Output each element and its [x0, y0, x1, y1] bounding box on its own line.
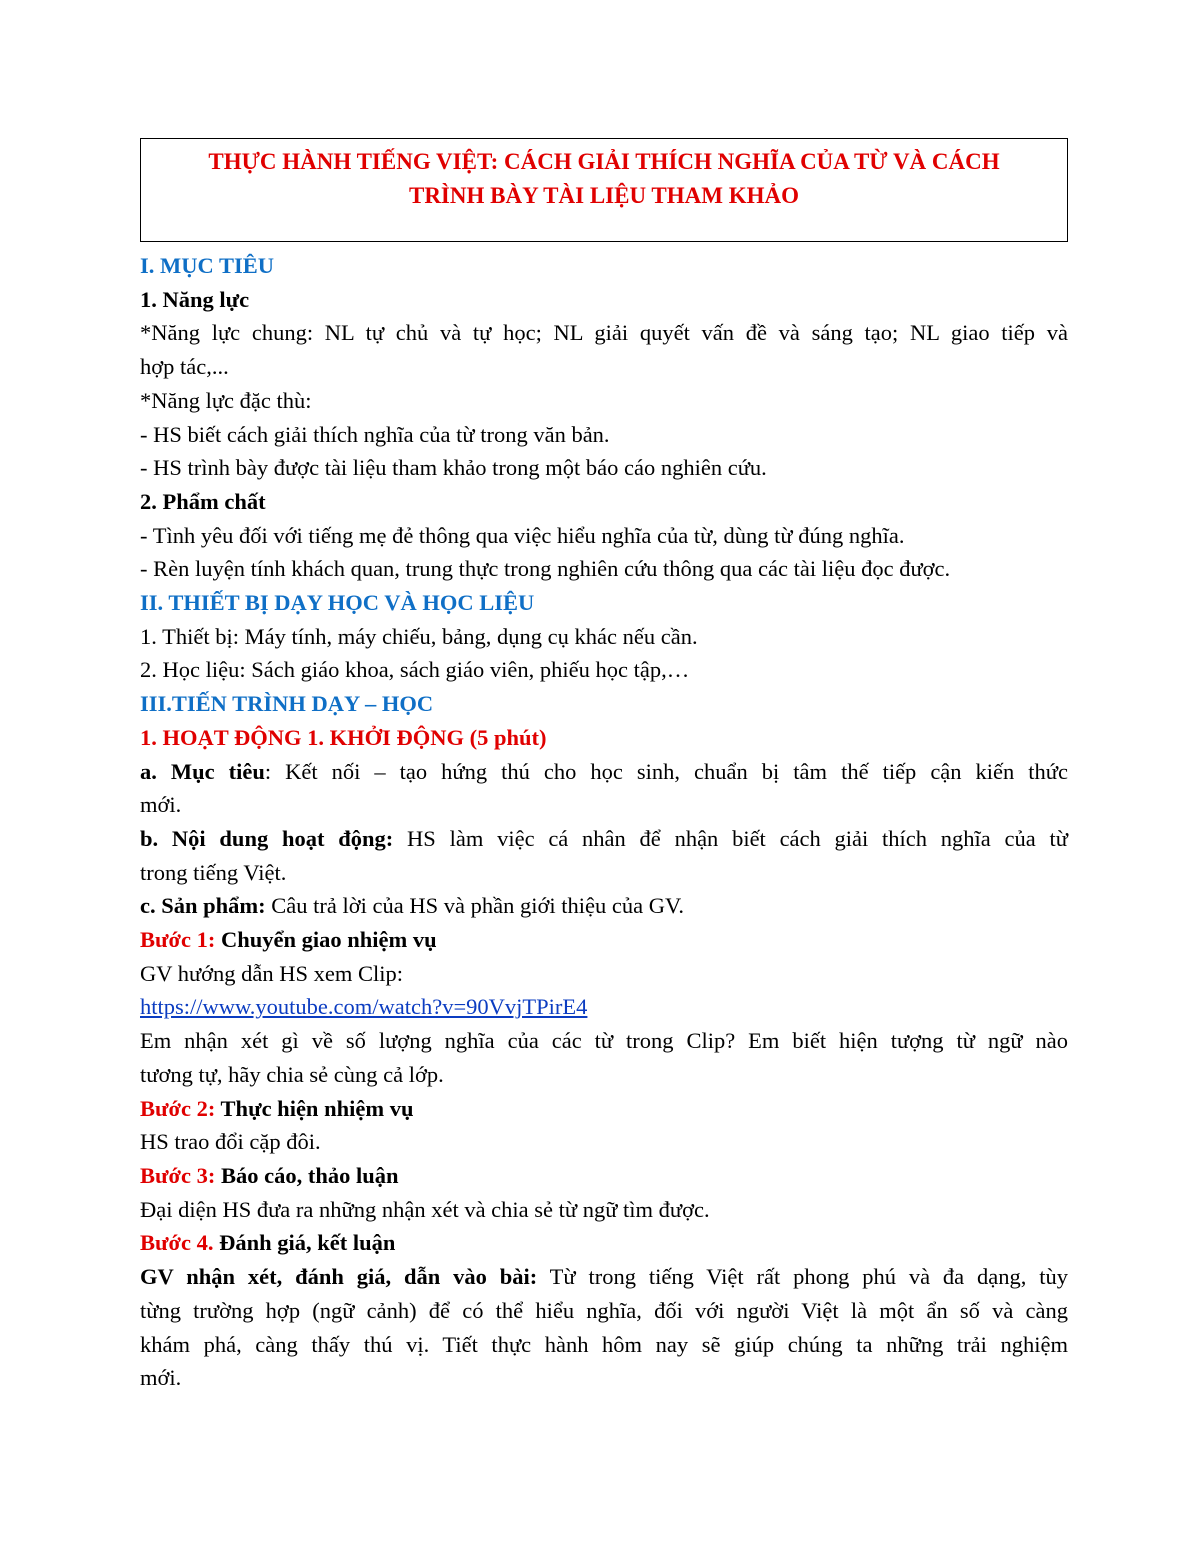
question-line-1: Em nhận xét gì về số lượng nghĩa của các từ trong Clip? Em biết hiện tượng từ ngữ nào — [140, 1028, 1068, 1054]
conclusion-line-1 — [140, 1260, 1068, 1294]
specific-competence: *Năng lực đặc thù: — [140, 387, 312, 413]
clip-link-line — [140, 990, 1068, 1024]
title-line-1: THỰC HÀNH TIẾNG VIỆT: CÁCH GIẢI THÍCH NGHĨA CỦA TỪ VÀ CÁCH — [208, 149, 1000, 174]
conclusion-line-4: mới. — [140, 1365, 182, 1391]
step-1-label: Bước 1: — [140, 927, 216, 953]
goal-label: a. Mục tiêu — [140, 758, 265, 784]
step-1-heading — [140, 923, 1068, 957]
title-box — [140, 138, 1068, 242]
conclusion-line-3: khám phá, càng thấy thú vị. Tiết thực hành hôm nay sẽ giúp chúng ta những trải nghiệm — [140, 1331, 1068, 1357]
step-2-heading — [140, 1092, 1068, 1126]
step-2-title: Thực hiện nhiệm vụ — [215, 1095, 414, 1121]
goal-line-1 — [140, 755, 1068, 789]
product-text: Câu trả lời của HS và phần giới thiệu của GV. — [265, 893, 684, 919]
content-text: HS làm việc cá nhân để nhận biết cách giải thích nghĩa của từ — [393, 825, 1068, 851]
document-page — [140, 138, 1068, 1395]
equipment-item-1: 1. Thiết bị: Máy tính, máy chiếu, bảng, dụng cụ khác nếu cần. — [140, 623, 698, 649]
product-label: c. Sản phẩm: — [140, 893, 266, 919]
section-heading-equipment: II. THIẾT BỊ DẠY HỌC VÀ HỌC LIỆU — [140, 590, 535, 616]
quality-bullet-2: - Rèn luyện tính khách quan, trung thực trong nghiên cứu thông qua các tài liệu đọc được. — [140, 556, 951, 582]
activity-heading: 1. HOẠT ĐỘNG 1. KHỞI ĐỘNG (5 phút) — [140, 724, 547, 750]
section-heading-process: III.TIẾN TRÌNH DẠY – HỌC — [140, 691, 434, 717]
youtube-link[interactable]: https://www.youtube.com/watch?v=90VvjTPirE4 — [140, 994, 588, 1020]
content-line-2: trong tiếng Việt. — [140, 859, 287, 885]
conclusion-line-2: từng trường hợp (ngữ cảnh) để có thể hiểu nghĩa, đối với người Việt là một ẩn số và càng — [140, 1297, 1068, 1323]
step-4-label: Bước 4. — [140, 1230, 214, 1256]
equipment-item-2: 2. Học liệu: Sách giáo khoa, sách giáo viên, phiếu học tập,… — [140, 657, 690, 683]
competence-bullet-2: - HS trình bày được tài liệu tham khảo trong một báo cáo nghiên cứu. — [140, 455, 767, 481]
goal-line-2: mới. — [140, 792, 182, 818]
conclusion-label: GV nhận xét, đánh giá, dẫn vào bài: — [140, 1264, 538, 1290]
competence-bullet-1: - HS biết cách giải thích nghĩa của từ trong văn bản. — [140, 421, 610, 447]
conclusion-text: Từ trong tiếng Việt rất phong phú và đa dạng, tùy — [537, 1264, 1068, 1290]
subheading-competence: 1. Năng lực — [140, 286, 250, 312]
step-2-text: HS trao đổi cặp đôi. — [140, 1129, 321, 1155]
title-line-2: TRÌNH BÀY TÀI LIỆU THAM KHẢO — [408, 183, 799, 208]
step-3-title: Báo cáo, thảo luận — [215, 1162, 399, 1188]
content-line-1 — [140, 822, 1068, 856]
step-3-heading — [140, 1159, 1068, 1193]
question-line-2: tương tự, hãy chia sẻ cùng cả lớp. — [140, 1061, 444, 1087]
step-3-text: Đại diện HS đưa ra những nhận xét và chia sẻ từ ngữ tìm được. — [140, 1196, 710, 1222]
goal-text: : Kết nối – tạo hứng thú cho học sinh, chuẩn bị tâm thế tiếp cận kiến thức — [264, 758, 1068, 784]
step-2-label: Bước 2: — [140, 1095, 216, 1121]
general-competence-line1: *Năng lực chung: NL tự chủ và tự học; NL giải quyết vấn đề và sáng tạo; NL giao tiếp và — [140, 320, 1068, 346]
quality-bullet-1: - Tình yêu đối với tiếng mẹ đẻ thông qua việc hiểu nghĩa của từ, dùng từ đúng nghĩa. — [140, 522, 905, 548]
step-4-title: Đánh giá, kết luận — [213, 1230, 396, 1256]
step-3-label: Bước 3: — [140, 1162, 216, 1188]
section-heading-objectives: I. MỤC TIÊU — [140, 253, 274, 278]
step-1-title: Chuyển giao nhiệm vụ — [215, 927, 437, 953]
document-body — [140, 249, 1068, 1395]
step-1-text: GV hướng dẫn HS xem Clip: — [140, 960, 404, 986]
product-line — [140, 889, 1068, 923]
subheading-quality: 2. Phẩm chất — [140, 488, 266, 514]
step-4-heading — [140, 1226, 1068, 1260]
general-competence-line2: hợp tác,... — [140, 354, 229, 380]
content-label: b. Nội dung hoạt động: — [140, 825, 394, 851]
